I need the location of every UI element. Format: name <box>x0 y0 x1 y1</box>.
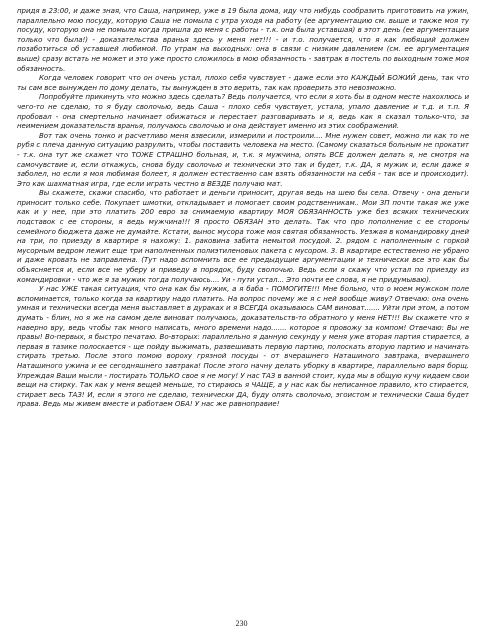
paragraph-6: У нас УЖЕ такая ситуация, что она как бы мужик, а я баба - ПОМОГИТЕ!!! Мне больно, что о моем мужском поле вспоминается, только когда за квартиру надо платить. На вопрос почему же я с ней вообще живу? Отвечаю: она очень умная и технически всегда меня выставляет в дураках и я ВСЕГДА оказываюсь САМ виноват....... Уйти при этом, а потом думать - блин, но я же на самом деле виноват получаюсь, доказательств-то обратного у меня НЕТ!!! Вы скажете что я наверно вру, ведь чтобы так много написать, много времени надо....... которое я провожу за компом! Отвечаю: Вы не правы! Во-первых, я быстро печатаю. Во-вторых: параллельно я данную секунду у меня уже вторая партия стирается, а первая в тазике полоскается - ще пойду выжимать, развешивать первую партию, полоскать вторую партию и начинать стирать третью. После этого помою вороху грязной посуды - от вчерашнего Наташиного завтрака, вчерашнего Наташиного ужина и ее сегодняшнего завтрака! После этого начну делать уборку в квартире, параллельно варя борщ. Упреждая Ваши мысли - постирать ТОЛЬКО свое я не могу! У нас ТАЗ в ванной стоит, куда мы в общую кучу кидаем свои вещи на стирку. Так как у меня вещей меньше, то стираюсь я ЧАЩЕ, а у нас как бы неписанное правило, кто стирается, стирает весь ТАЗ! И, если я этого не сделаю, технически ДА, буду опять сволочью, эгоистом и технически Саша будет права. Ведь мы живем вместе и работаем ОБА! У нас же равноправие! <box>17 284 469 409</box>
page-number: 230 <box>235 619 248 628</box>
paragraph-1: придя в 23:00, и даже зная, что Саша, например, уже в 19 была дома, иду что нибудь сообразить приготовить на ужин, параллельно мою посуду, которую Саша не помыла с утра уходя на работу (ее аргументацию см. выше и также моя ту посуду, которую она не помыла когда пришла до меня с работы - т.к. она была уставшая) в этот день (ее аргументация только что была!) - доказательства вранья здесь у меня нет!!! - и т.о. получается, что я как любящий должен позаботиться об уставшей любимой. По утрам на выходных: она в связи с низким давлением (см. ее аргументация выше) сразу встать не может и это уже просто сложилось в мою обязанность - завтрак в постель по выходным тоже моя обязанность. <box>17 6 469 73</box>
paragraph-5: Вы скажете, скажи спасибо, что работает и деньги приносит, другая ведь на шею бы села. Отвечу - она деньги приносит только себе. Покупает шмотки, откладывает и помогает своим родственникам.. Мои ЗП почти такая же уже как и у нее, при это платить 200 евро за снимаемую квартиру МОЯ ОБЯЗАННОСТЬ уже без всяких технических подставок с ее стороны, я ведь мужчина!!! Я просто ОБЯЗАН это делать. Так что про пополнение с ее стороны семейного бюджета даже не думайте. Кстати, вынос мусора тоже моя святая обязанность. Уезжая в командировку дней на три, по приезду в квартире я нахожу: 1. раковина забита немытой посудой. 2. рядом с наполненным с горкой мусорным ведром лежит еще три наполненных полиэтиленовых пакета с мусором. 3. В квартире естественно не убрано и даже кровать не заправлена. (Тут надо вспомнить все ее предыдущие аргументации и технически все это как бы объясняется и, если все не уберу и приведу в порядок, буду сволочью. Ведь если я скажу что устал по приезду из командировки - что же я за мужик тогда получаюсь.... Уи - пути устал... Это почти ее слова, я не придумываю). <box>17 188 469 284</box>
paragraph-2: Когда человек говорит что он очень устал, плохо себя чувствует - даже если это КАЖДЫЙ БОЖИЙ день, так что ты сам все вынужден по дому делать, ты вынужден в это верить, так как проверить это невозможно. <box>17 73 469 92</box>
paragraph-3: Попробуйте прикинуть что можно здесь сделать? Ведь получается, что если я хоть бы в одном месте нахохлюсь и чего-то не сделаю, то я буду сволочью, ведь Саша - плохо себя чувствует, устала, упало давление и т.д. и т.п. Я пробовал - она смертельно начинает обижаться и перестает разговаривать и я, ведь как я сказал только-что, за неимением доказательств вранья, получаюсь сволочью и она действует именно из этих соображений. <box>17 92 469 131</box>
paragraph-4: Вот так очень тонко и расчетливо меня взвесили, измерили и построили.... Мне нужен совет, можно ли как то не рубя с плеча данную ситуацию разрулить, чтобы поставить человека на место. (Самому сказаться больным не прокатит - т.к. она тут же скажет что ТОЖЕ СТРАШНО больная, и, т.к. я мужчина, опять ВСЕ должен делать я, не смотря на самочувствие и, если откажусь, снова буду сволочью и технически это так и будет, т.к. ДА, я мужик и, если даже я заболел, но если я моя любимая болеет, я должен естественно сам взять обязанности на себя - так все и происходит). Это как шахматная игра, где если играть честно в ВЕЗДЕ получаю мат. <box>17 130 469 188</box>
page-body <box>17 6 469 409</box>
